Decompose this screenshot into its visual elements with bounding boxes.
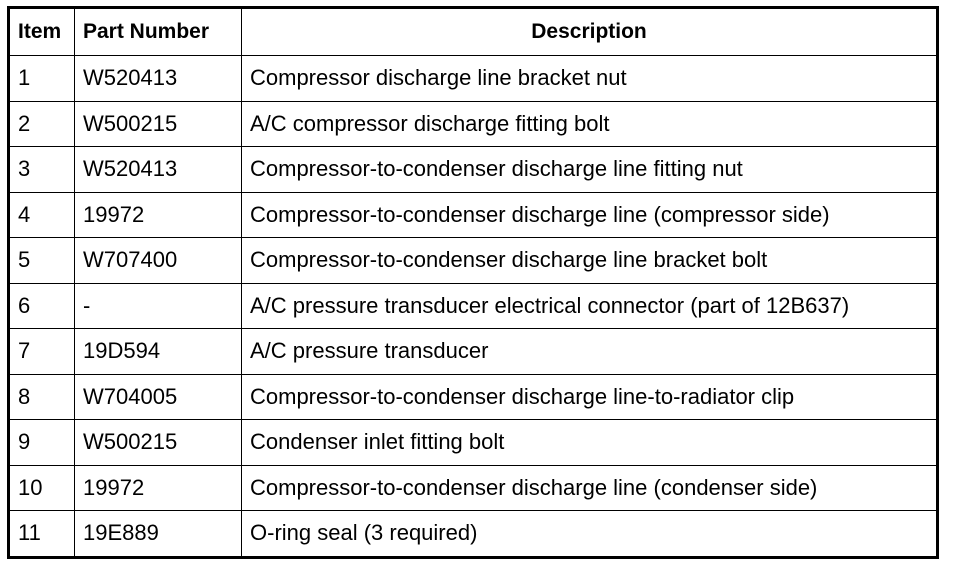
cell-description: O-ring seal (3 required): [242, 511, 938, 558]
table-row: [9, 147, 938, 193]
cell-item: 4: [9, 192, 75, 238]
table-row: [9, 238, 938, 284]
cell-part-number: 19D594: [75, 329, 242, 375]
cell-item: 8: [9, 374, 75, 420]
cell-part-number: 19972: [75, 465, 242, 511]
cell-part-number: 19972: [75, 192, 242, 238]
cell-description: Compressor-to-condenser discharge line bracket bolt: [242, 238, 938, 284]
cell-item: 2: [9, 101, 75, 147]
header-item: Item: [9, 8, 75, 56]
cell-part-number: W500215: [75, 101, 242, 147]
cell-description: A/C pressure transducer electrical connector (part of 12B637): [242, 283, 938, 329]
table-row: [9, 101, 938, 147]
cell-part-number: W520413: [75, 56, 242, 102]
table-row: [9, 374, 938, 420]
table-row: [9, 420, 938, 466]
cell-item: 10: [9, 465, 75, 511]
table-row: [9, 511, 938, 558]
cell-description: A/C pressure transducer: [242, 329, 938, 375]
table-header: [9, 8, 938, 56]
cell-part-number: 19E889: [75, 511, 242, 558]
cell-part-number: W520413: [75, 147, 242, 193]
cell-part-number: W704005: [75, 374, 242, 420]
cell-description: Compressor-to-condenser discharge line-to-radiator clip: [242, 374, 938, 420]
cell-description: Compressor-to-condenser discharge line fitting nut: [242, 147, 938, 193]
cell-item: 7: [9, 329, 75, 375]
cell-description: Condenser inlet fitting bolt: [242, 420, 938, 466]
table-row: [9, 192, 938, 238]
cell-part-number: -: [75, 283, 242, 329]
header-part-number: Part Number: [75, 8, 242, 56]
cell-part-number: W500215: [75, 420, 242, 466]
table-body: [9, 56, 938, 558]
cell-item: 1: [9, 56, 75, 102]
cell-description: Compressor-to-condenser discharge line (condenser side): [242, 465, 938, 511]
cell-item: 6: [9, 283, 75, 329]
cell-part-number: W707400: [75, 238, 242, 284]
cell-item: 9: [9, 420, 75, 466]
cell-description: A/C compressor discharge fitting bolt: [242, 101, 938, 147]
cell-description: Compressor discharge line bracket nut: [242, 56, 938, 102]
table-row: [9, 56, 938, 102]
cell-item: 11: [9, 511, 75, 558]
parts-table: [7, 6, 939, 559]
cell-item: 5: [9, 238, 75, 284]
cell-item: 3: [9, 147, 75, 193]
header-description: Description: [242, 8, 938, 56]
table-row: [9, 329, 938, 375]
cell-description: Compressor-to-condenser discharge line (compressor side): [242, 192, 938, 238]
header-row: [9, 8, 938, 56]
table-row: [9, 465, 938, 511]
table-row: [9, 283, 938, 329]
